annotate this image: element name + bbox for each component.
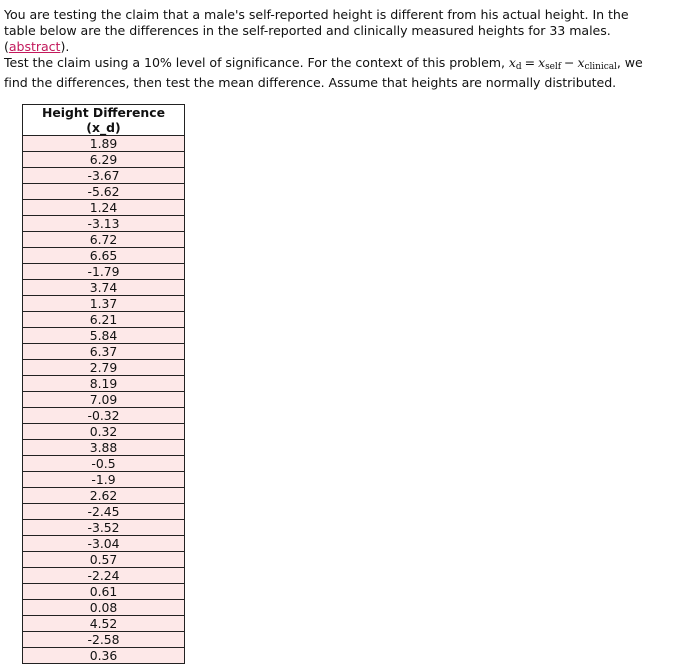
table-row — [23, 280, 185, 296]
difference-cell: 6.37 — [23, 344, 185, 360]
problem-text — [4, 7, 644, 91]
difference-cell: -3.13 — [23, 216, 185, 232]
difference-cell: -0.5 — [23, 456, 185, 472]
table-row — [23, 632, 185, 648]
table-row — [23, 424, 185, 440]
difference-cell: -3.04 — [23, 536, 185, 552]
difference-cell: 0.32 — [23, 424, 185, 440]
difference-cell: 0.61 — [23, 584, 185, 600]
difference-cell: -1.9 — [23, 472, 185, 488]
table-row — [23, 184, 185, 200]
difference-cell: 6.21 — [23, 312, 185, 328]
table-row — [23, 472, 185, 488]
difference-cell: 0.57 — [23, 552, 185, 568]
difference-cell: 6.72 — [23, 232, 185, 248]
problem-intro: You are testing the claim that a male's self-reported height is different from his actual height. In the table below are the differences in the self-reported and clinically measured heights for 33 males. ( — [4, 7, 629, 54]
difference-cell: 8.19 — [23, 376, 185, 392]
table-row — [23, 520, 185, 536]
difference-cell: 4.52 — [23, 616, 185, 632]
table-row — [23, 328, 185, 344]
table-row — [23, 584, 185, 600]
difference-cell: -3.67 — [23, 168, 185, 184]
table-header-row — [23, 105, 185, 136]
table-row — [23, 440, 185, 456]
table-row — [23, 360, 185, 376]
abstract-link[interactable]: abstract — [8, 39, 61, 54]
table-row — [23, 152, 185, 168]
difference-formula: $x_d = x_{self} - x_{clinical}$ — [508, 55, 617, 72]
difference-cell: 6.29 — [23, 152, 185, 168]
difference-cell: 1.24 — [23, 200, 185, 216]
table-row — [23, 248, 185, 264]
difference-cell: 1.89 — [23, 136, 185, 152]
height-difference-table — [22, 104, 185, 664]
difference-cell: 1.37 — [23, 296, 185, 312]
difference-cell: 7.09 — [23, 392, 185, 408]
table-row — [23, 408, 185, 424]
difference-cell: -2.58 — [23, 632, 185, 648]
difference-cell: 3.74 — [23, 280, 185, 296]
table-row — [23, 296, 185, 312]
table-row — [23, 200, 185, 216]
table-row — [23, 232, 185, 248]
problem-instructions: Test the claim using a 10% level of significance. For the context of this problem, — [4, 55, 505, 70]
difference-cell: -3.52 — [23, 520, 185, 536]
table-row — [23, 552, 185, 568]
table-row — [23, 392, 185, 408]
difference-cell: 0.36 — [23, 648, 185, 664]
table-row — [23, 216, 185, 232]
difference-cell: -1.79 — [23, 264, 185, 280]
table-row — [23, 312, 185, 328]
table-row — [23, 376, 185, 392]
table-row — [23, 136, 185, 152]
table-row — [23, 456, 185, 472]
difference-cell: -2.45 — [23, 504, 185, 520]
difference-cell: -0.32 — [23, 408, 185, 424]
difference-cell: 2.62 — [23, 488, 185, 504]
table-row — [23, 264, 185, 280]
problem-intro-end: ). — [60, 39, 70, 54]
table-row — [23, 344, 185, 360]
table-body — [23, 136, 185, 664]
table-row — [23, 504, 185, 520]
table-row — [23, 488, 185, 504]
table-row — [23, 600, 185, 616]
table-row — [23, 568, 185, 584]
table-row — [23, 168, 185, 184]
column-header: Height Difference (x_d) — [23, 105, 185, 136]
problem-instructions-end: , we find the differences, then test the mean difference. Assume that heights are normally distributed. — [4, 55, 643, 90]
difference-cell: 3.88 — [23, 440, 185, 456]
table-row — [23, 536, 185, 552]
difference-cell: -2.24 — [23, 568, 185, 584]
difference-cell: -5.62 — [23, 184, 185, 200]
difference-cell: 5.84 — [23, 328, 185, 344]
difference-cell: 6.65 — [23, 248, 185, 264]
difference-cell: 2.79 — [23, 360, 185, 376]
difference-cell: 0.08 — [23, 600, 185, 616]
table-row — [23, 616, 185, 632]
